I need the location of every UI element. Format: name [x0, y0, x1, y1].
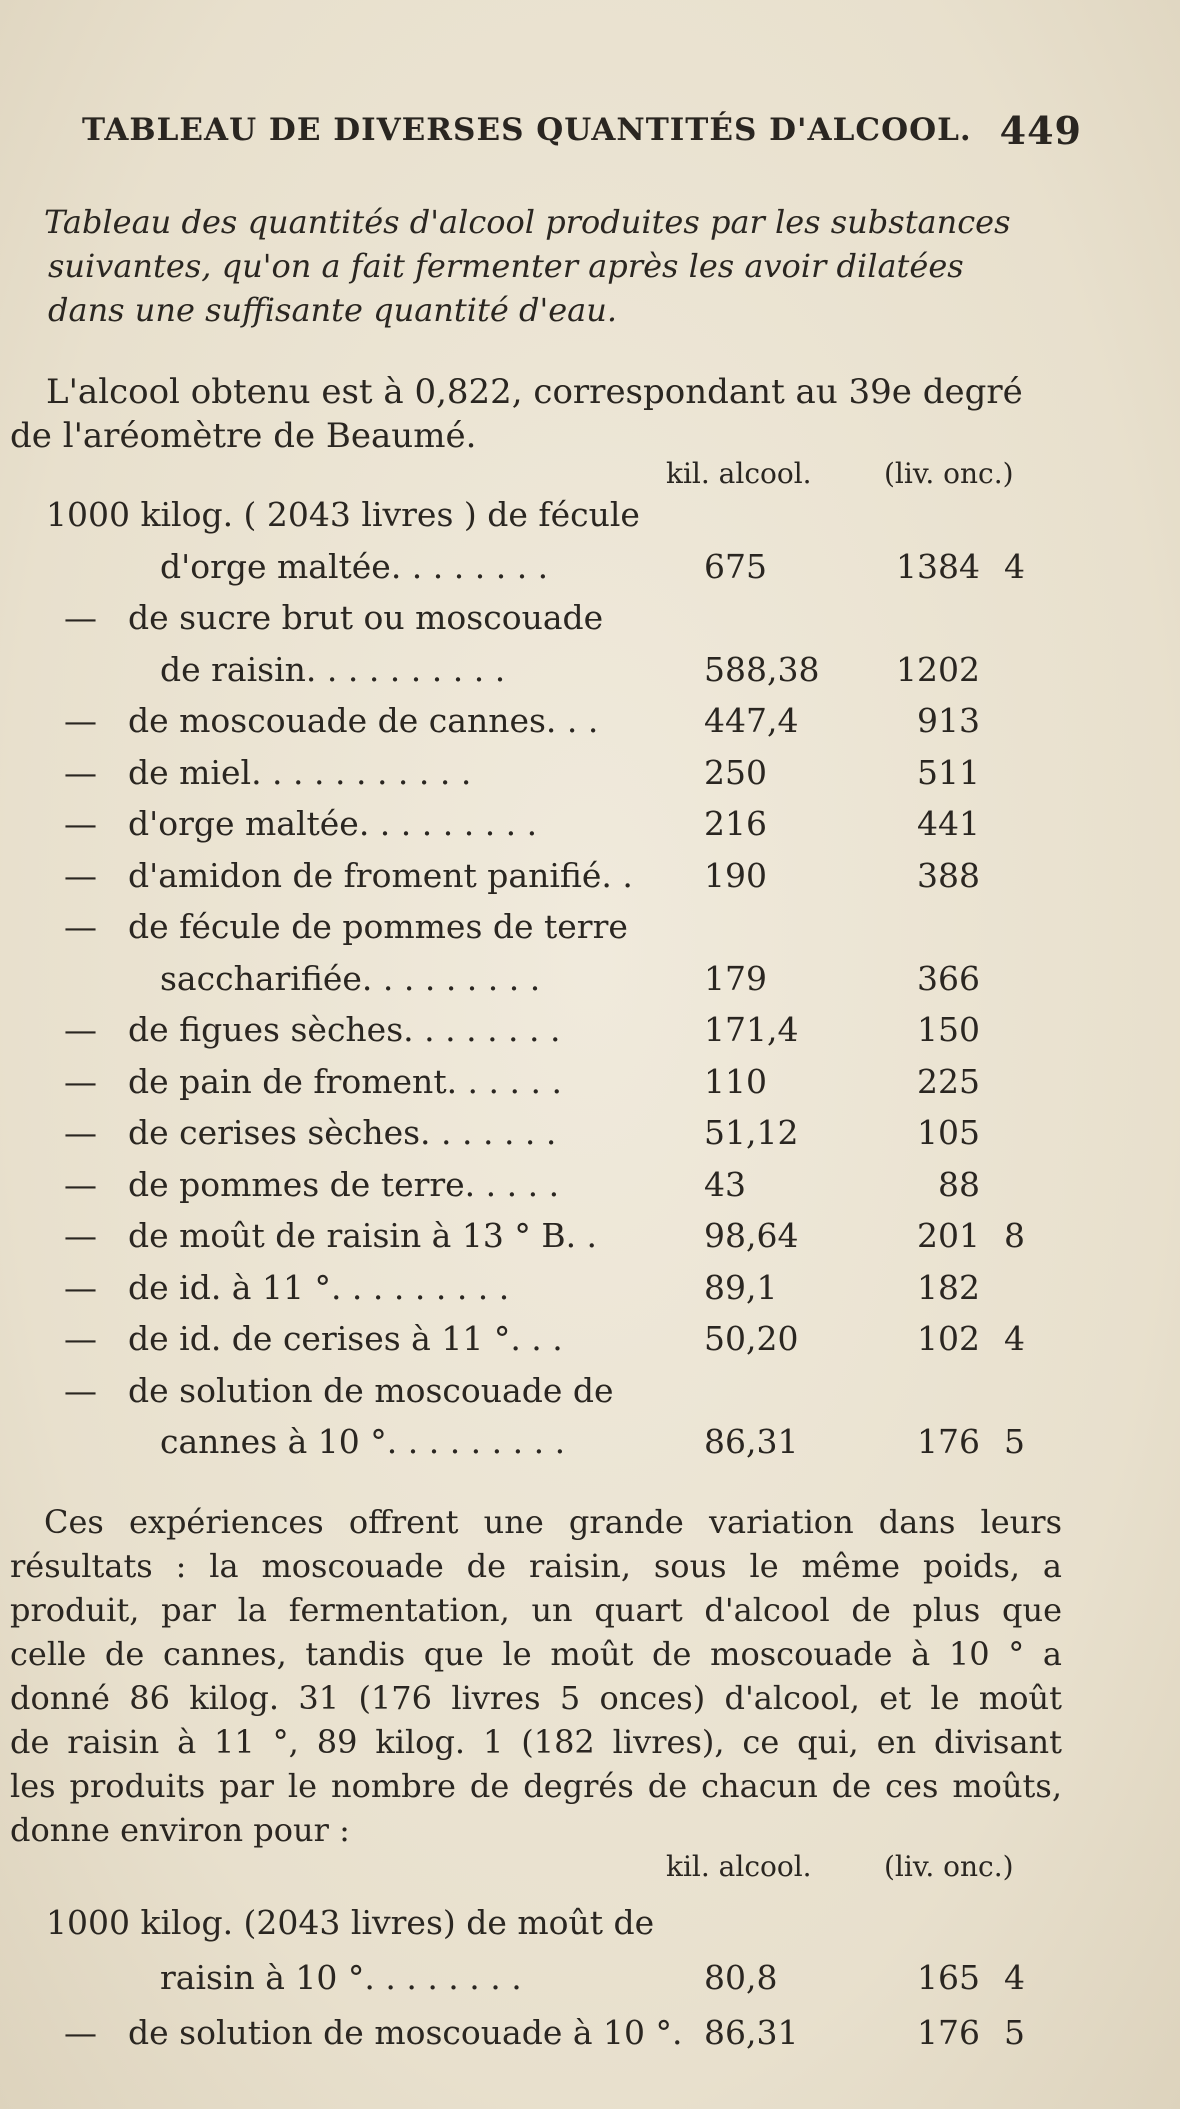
row-dash: —	[64, 1216, 97, 1255]
paragraph-line: Ces expériences offrent une grande variation dans leurs	[44, 1503, 1062, 1541]
row-label: de cerises sèches. . . . . . .	[128, 1113, 557, 1152]
table-row	[0, 1371, 1060, 1423]
value-kil-alcool: 89,1	[704, 1267, 778, 1307]
value-kil-alcool: 51,12	[704, 1113, 799, 1152]
alcohol-yield-table	[0, 455, 1060, 1474]
row-dash: —	[64, 1319, 97, 1358]
table-row	[0, 1165, 1060, 1217]
row-dash: —	[64, 598, 97, 637]
column-header-kil: kil. alcool.	[666, 457, 812, 490]
value-livres: 150	[917, 1010, 980, 1049]
paragraph-line: donné 86 kilog. 31 (176 livres 5 onces) d'alcool, et le moût	[10, 1679, 1062, 1717]
table-row	[0, 1958, 1060, 2013]
row-label: d'amidon de froment panifié. .	[128, 855, 633, 895]
value-kil-alcool: 216	[704, 804, 767, 843]
row-label: de id. de cerises à 11 °. . .	[128, 1319, 563, 1358]
column-header-kil: kil. alcool.	[666, 1850, 812, 1883]
intro-line: de l'aréomètre de Beaumé.	[10, 416, 477, 456]
value-kil-alcool: 110	[704, 1061, 767, 1101]
table-row	[0, 2013, 1060, 2068]
table-row	[0, 753, 1060, 805]
value-kil-alcool: 675	[704, 546, 767, 586]
header-title: TABLEAU DE DIVERSES QUANTITÉS D'ALCOOL.	[82, 112, 972, 148]
row-dash: —	[64, 1164, 97, 1204]
row-label: de miel. . . . . . . . . . .	[128, 752, 472, 792]
row-dash: —	[64, 752, 97, 792]
value-onces: 4	[1004, 1319, 1025, 1358]
table-header-row	[0, 1848, 1060, 1903]
row-label: saccharifiée. . . . . . . . .	[160, 958, 541, 998]
table-header-row	[0, 455, 1060, 495]
table-row	[0, 701, 1060, 753]
table-row	[0, 1113, 1060, 1165]
row-label: d'orge maltée. . . . . . . .	[160, 546, 549, 586]
table-row	[0, 856, 1060, 908]
value-livres: 182	[917, 1267, 980, 1307]
value-kil-alcool: 98,64	[704, 1216, 799, 1255]
value-livres: 88	[938, 1164, 980, 1204]
value-livres: 225	[917, 1061, 980, 1101]
value-livres: 441	[917, 804, 980, 843]
value-kil-alcool: 80,8	[704, 1958, 778, 1997]
paragraph-line: de raisin à 11 °, 89 kilog. 1 (182 livres), ce qui, en divisant	[10, 1723, 1062, 1761]
row-dash: —	[64, 1061, 97, 1101]
row-label: de fécule de pommes de terre	[128, 907, 628, 946]
row-label: de solution de moscouade à 10 °.	[128, 2013, 683, 2052]
row-label: de sucre brut ou moscouade	[128, 598, 604, 637]
table-row	[0, 1422, 1060, 1474]
row-label: 1000 kilog. ( 2043 livres ) de fécule	[46, 495, 640, 534]
row-label: de figues sèches. . . . . . . .	[128, 1010, 561, 1049]
row-dash: —	[64, 1010, 97, 1049]
row-dash: —	[64, 1370, 97, 1410]
value-kil-alcool: 179	[704, 958, 767, 998]
table-row	[0, 1216, 1060, 1268]
row-dash: —	[64, 701, 97, 740]
page-number: 449	[999, 108, 1082, 153]
row-label: de moscouade de cannes. . .	[128, 701, 599, 740]
row-dash: —	[64, 1267, 97, 1307]
caption-line: dans une suffisante quantité d'eau.	[48, 291, 618, 329]
value-livres: 511	[917, 752, 980, 792]
value-kil-alcool: 588,38	[704, 649, 820, 689]
value-livres: 388	[917, 855, 980, 895]
value-kil-alcool: 43	[704, 1164, 746, 1204]
value-livres: 176	[917, 1422, 980, 1461]
table-row	[0, 547, 1060, 599]
table-row	[0, 1010, 1060, 1062]
value-onces: 4	[1004, 1958, 1025, 1997]
row-dash: —	[64, 804, 97, 843]
table-row	[0, 1268, 1060, 1320]
table-row	[0, 650, 1060, 702]
paragraph-line: les produits par le nombre de degrés de chacun de ces moûts,	[10, 1767, 1062, 1805]
per-degree-table	[0, 1848, 1060, 2068]
row-label: d'orge maltée. . . . . . . . .	[128, 804, 538, 843]
value-livres: 176	[917, 2013, 980, 2052]
paragraph-line: donne environ pour :	[10, 1811, 350, 1849]
row-dash: —	[64, 907, 97, 946]
table-caption	[44, 200, 1064, 332]
value-livres: 1384	[896, 546, 980, 586]
row-label: de pommes de terre. . . . .	[128, 1164, 560, 1204]
value-kil-alcool: 50,20	[704, 1319, 799, 1358]
value-livres: 366	[917, 958, 980, 998]
value-livres: 1202	[896, 649, 980, 689]
row-label: de id. à 11 °. . . . . . . . .	[128, 1267, 510, 1307]
discussion-paragraph	[10, 1500, 1062, 1852]
row-label: de solution de moscouade de	[128, 1370, 614, 1410]
row-label: cannes à 10 °. . . . . . . . .	[160, 1422, 566, 1461]
row-dash: —	[64, 855, 97, 895]
paragraph-line: produit, par la fermentation, un quart d'alcool de plus que	[10, 1591, 1062, 1629]
value-kil-alcool: 250	[704, 752, 767, 792]
value-kil-alcool: 447,4	[704, 701, 799, 740]
row-dash: —	[64, 2013, 97, 2052]
value-livres: 102	[917, 1319, 980, 1358]
table-row	[0, 804, 1060, 856]
value-onces: 8	[1004, 1216, 1025, 1255]
row-label: de raisin. . . . . . . . . .	[160, 649, 506, 689]
table-row	[0, 495, 1060, 547]
value-kil-alcool: 86,31	[704, 1422, 799, 1461]
value-onces: 4	[1004, 546, 1025, 586]
value-kil-alcool: 171,4	[704, 1010, 799, 1049]
paragraph-line: résultats : la moscouade de raisin, sous le même poids, a	[10, 1547, 1062, 1585]
intro-line: L'alcool obtenu est à 0,822, correspondant au 39e degré	[46, 372, 1023, 412]
table-row	[0, 598, 1060, 650]
table-row	[0, 1319, 1060, 1371]
table-row	[0, 907, 1060, 959]
caption-line: suivantes, qu'on a fait fermenter après les avoir dilatées	[48, 247, 964, 285]
value-kil-alcool: 190	[704, 855, 767, 895]
row-label: de moût de raisin à 13 ° B. .	[128, 1216, 598, 1255]
caption-line: Tableau des quantités d'alcool produites par les substances	[44, 203, 1011, 241]
row-dash: —	[64, 1113, 97, 1152]
paragraph-line: celle de cannes, tandis que le moût de moscouade à 10 ° a	[10, 1635, 1062, 1673]
intro-paragraph	[10, 370, 1062, 458]
table-row	[0, 1062, 1060, 1114]
value-livres: 201	[917, 1216, 980, 1255]
row-label: raisin à 10 °. . . . . . . .	[160, 1958, 522, 1997]
row-label: 1000 kilog. (2043 livres) de moût de	[46, 1903, 655, 1942]
value-livres: 105	[917, 1113, 980, 1152]
table-row	[0, 1903, 1060, 1958]
value-livres: 913	[917, 701, 980, 740]
row-label: de pain de froment. . . . . .	[128, 1061, 562, 1101]
value-onces: 5	[1004, 1422, 1025, 1461]
value-kil-alcool: 86,31	[704, 2013, 799, 2052]
value-onces: 5	[1004, 2013, 1025, 2052]
value-livres: 165	[917, 1958, 980, 1997]
column-header-liv: (liv. onc.)	[884, 457, 1014, 490]
column-header-liv: (liv. onc.)	[884, 1850, 1014, 1883]
table-row	[0, 959, 1060, 1011]
